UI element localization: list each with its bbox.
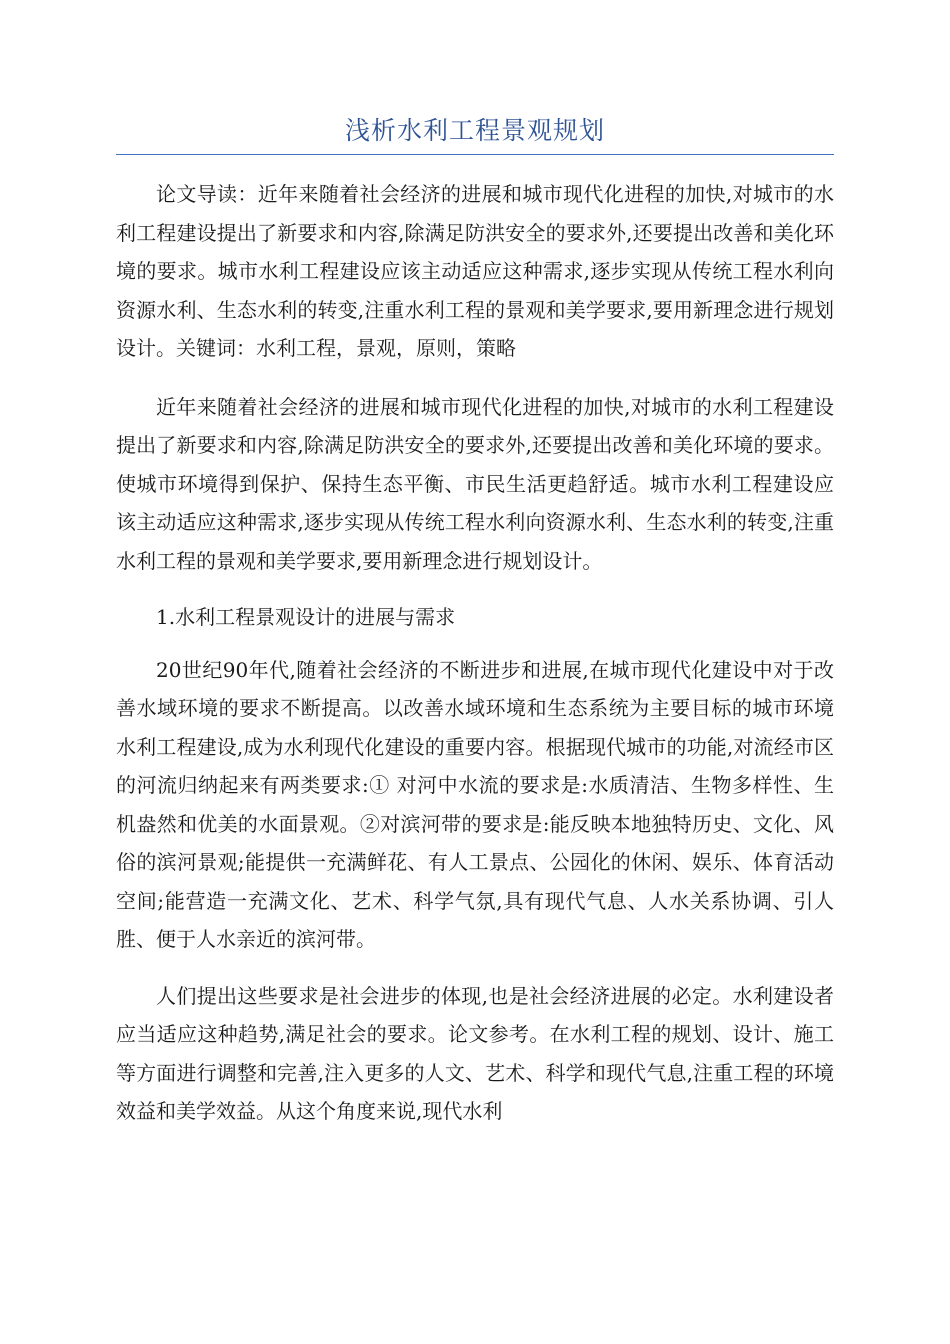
intro-paragraph: 近年来随着社会经济的进展和城市现代化进程的加快,对城市的水利工程建设提出了新要求和内容,除满足防洪安全的要求外,还要提出改善和美化环境的要求。使城市环境得到保护、保持生态平衡、市民生活更趋舒适。城市水利工程建设应该主动适应这种需求,逐步实现从传统工程水利向资源水利、生态水利的转变,注重水利工程的景观和美学要求,要用新理念进行规划设计。: [116, 394, 834, 573]
document-page: [116, 112, 834, 1131]
body-paragraph: 20世纪90年代,随着社会经济的不断进步和进展,在城市现代化建设中对于改善水域环境的要求不断提高。以改善水域环境和生态系统为主要目标的城市环境水利工程建设,成为水利现代化建设的重要内容。根据现代城市的功能,对流经市区的河流归纳起来有两类要求:① 对河中水流的要求是:水质清洁、生物多样性、生机盎然和优美的水面景观。②对滨河带的要求是:能反映本地独特历史、文化、风俗的滨河景观;能提供一充满鲜花、有人工景点、公园化的休闲、娱乐、体育活动空间;能营造一充满文化、艺术、科学气氛,具有现代气息、人水关系协调、引人胜、便于人水亲近的滨河带。: [116, 657, 834, 951]
section-heading: 1.水利工程景观设计的进展与需求: [156, 605, 456, 629]
document-title: 浅析水利工程景观规划: [116, 112, 834, 155]
abstract-paragraph: 论文导读：近年来随着社会经济的进展和城市现代化进程的加快,对城市的水利工程建设提出了新要求和内容,除满足防洪安全的要求外,还要提出改善和美化环境的要求。城市水利工程建设应该主动适应这种需求,逐步实现从传统工程水利向资源水利、生态水利的转变,注重水利工程的景观和美学要求,要用新理念进行规划设计。关键词：水利工程，景观，原则，策略: [116, 182, 834, 360]
body-paragraph: 人们提出这些要求是社会进步的体现,也是社会经济进展的必定。水利建设者应当适应这种趋势,满足社会的要求。论文参考。在水利工程的规划、设计、施工等方面进行调整和完善,注入更多的人文、艺术、科学和现代气息,注重工程的环境效益和美学效益。从这个角度来说,现代水利: [116, 983, 834, 1123]
